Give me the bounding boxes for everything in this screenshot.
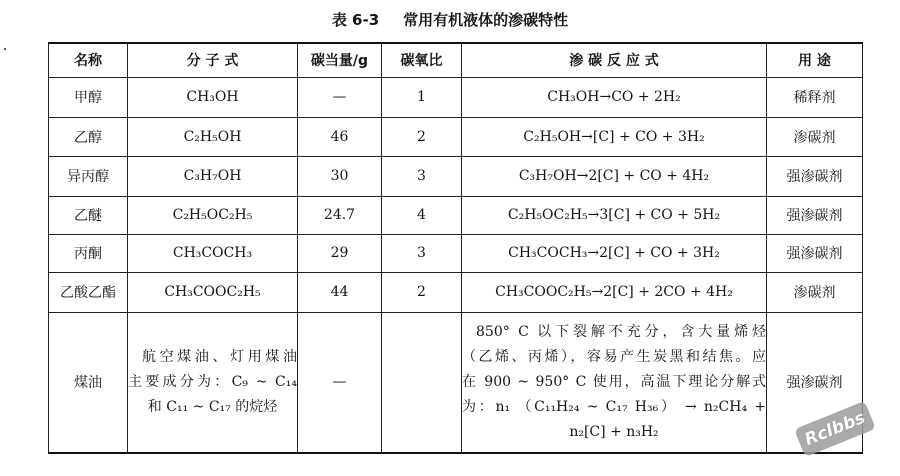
cell-carbon-oxygen-ratio: 4	[382, 196, 462, 234]
cell-formula: C₂H₅OH	[128, 117, 298, 156]
cell-use: 强渗碳剂	[767, 312, 863, 453]
header-reaction: 渗 碳 反 应 式	[462, 43, 767, 77]
cell-name: 乙醚	[49, 196, 128, 234]
cell-carbon-equivalent: —	[298, 312, 382, 453]
cell-carbon-oxygen-ratio: 2	[382, 117, 462, 156]
cell-use: 强渗碳剂	[767, 234, 863, 272]
scan-speck	[4, 48, 6, 50]
reaction-line: 为：n₁ （C₁₁H₂₄ ~ C₁₇ H₃₆） → n₂CH₄ +	[462, 398, 766, 415]
cell-formula: CH₃COCH₃	[128, 234, 298, 272]
cell-carbon-equivalent: 44	[298, 272, 382, 312]
cell-use: 强渗碳剂	[767, 156, 863, 196]
table-number: 表 6-3	[331, 11, 380, 29]
header-carbon-oxygen-ratio: 碳氧比	[382, 43, 462, 77]
header-formula: 分 子 式	[128, 43, 298, 77]
cell-formula: C₃H₇OH	[128, 156, 298, 196]
watermark-stamp: Rclbbs	[794, 401, 876, 457]
cell-use: 渗碳剂	[767, 272, 863, 312]
cell-reaction: C₂H₅OC₂H₅→3[C] + CO + 5H₂	[462, 196, 767, 234]
reaction-line: 在 900 ~ 950° C 使用，高温下理论分解式	[462, 373, 766, 390]
formula-line: 航空煤油、灯用煤油	[142, 348, 297, 365]
cell-carbon-equivalent: 24.7	[298, 196, 382, 234]
cell-use: 稀释剂	[767, 77, 863, 117]
cell-carbon-equivalent: —	[298, 77, 382, 117]
cell-reaction-description	[462, 312, 767, 453]
cell-carbon-oxygen-ratio	[382, 312, 462, 453]
table-row	[49, 117, 863, 156]
cell-reaction: C₂H₅OH→[C] + CO + 3H₂	[462, 117, 767, 156]
table-row	[49, 196, 863, 234]
table-row	[49, 77, 863, 117]
cell-formula: C₂H₅OC₂H₅	[128, 196, 298, 234]
cell-formula: CH₃OH	[128, 77, 298, 117]
cell-carbon-equivalent: 30	[298, 156, 382, 196]
cell-carbon-oxygen-ratio: 2	[382, 272, 462, 312]
cell-carbon-oxygen-ratio: 3	[382, 156, 462, 196]
carburizing-properties-table	[48, 42, 863, 454]
cell-carbon-equivalent: 29	[298, 234, 382, 272]
reaction-line: n₂[C] + n₃H₂	[569, 423, 659, 440]
formula-line: 和 C₁₁ ~ C₁₇ 的烷烃	[147, 398, 278, 415]
table-row	[49, 156, 863, 196]
table-row-kerosene	[49, 312, 863, 453]
cell-carbon-equivalent: 46	[298, 117, 382, 156]
cell-reaction: C₃H₇OH→2[C] + CO + 4H₂	[462, 156, 767, 196]
cell-reaction: CH₃COCH₃→2[C] + CO + 3H₂	[462, 234, 767, 272]
cell-name: 异丙醇	[49, 156, 128, 196]
cell-formula-description	[128, 312, 298, 453]
cell-use: 渗碳剂	[767, 117, 863, 156]
reaction-line: （乙烯、丙烯），容易产生炭黑和结焦。应	[462, 348, 766, 365]
reaction-line: 850° C 以下裂解不充分，含大量烯烃	[476, 323, 766, 340]
table-row	[49, 234, 863, 272]
table-title	[0, 10, 900, 30]
cell-reaction: CH₃COOC₂H₅→2[C] + 2CO + 4H₂	[462, 272, 767, 312]
table-caption: 常用有机液体的渗碳特性	[403, 11, 569, 29]
header-row	[49, 43, 863, 77]
cell-carbon-oxygen-ratio: 1	[382, 77, 462, 117]
header-name: 名称	[49, 43, 128, 77]
cell-name: 乙醇	[49, 117, 128, 156]
header-carbon-equivalent: 碳当量/g	[298, 43, 382, 77]
cell-name: 乙酸乙酯	[49, 272, 128, 312]
cell-carbon-oxygen-ratio: 3	[382, 234, 462, 272]
cell-name: 甲醇	[49, 77, 128, 117]
cell-name: 煤油	[49, 312, 128, 453]
header-use: 用 途	[767, 43, 863, 77]
table-row	[49, 272, 863, 312]
cell-use: 强渗碳剂	[767, 196, 863, 234]
cell-formula: CH₃COOC₂H₅	[128, 272, 298, 312]
cell-reaction: CH₃OH→CO + 2H₂	[462, 77, 767, 117]
cell-name: 丙酮	[49, 234, 128, 272]
formula-line: 主要成分为：C₉ ~ C₁₄	[128, 373, 297, 390]
